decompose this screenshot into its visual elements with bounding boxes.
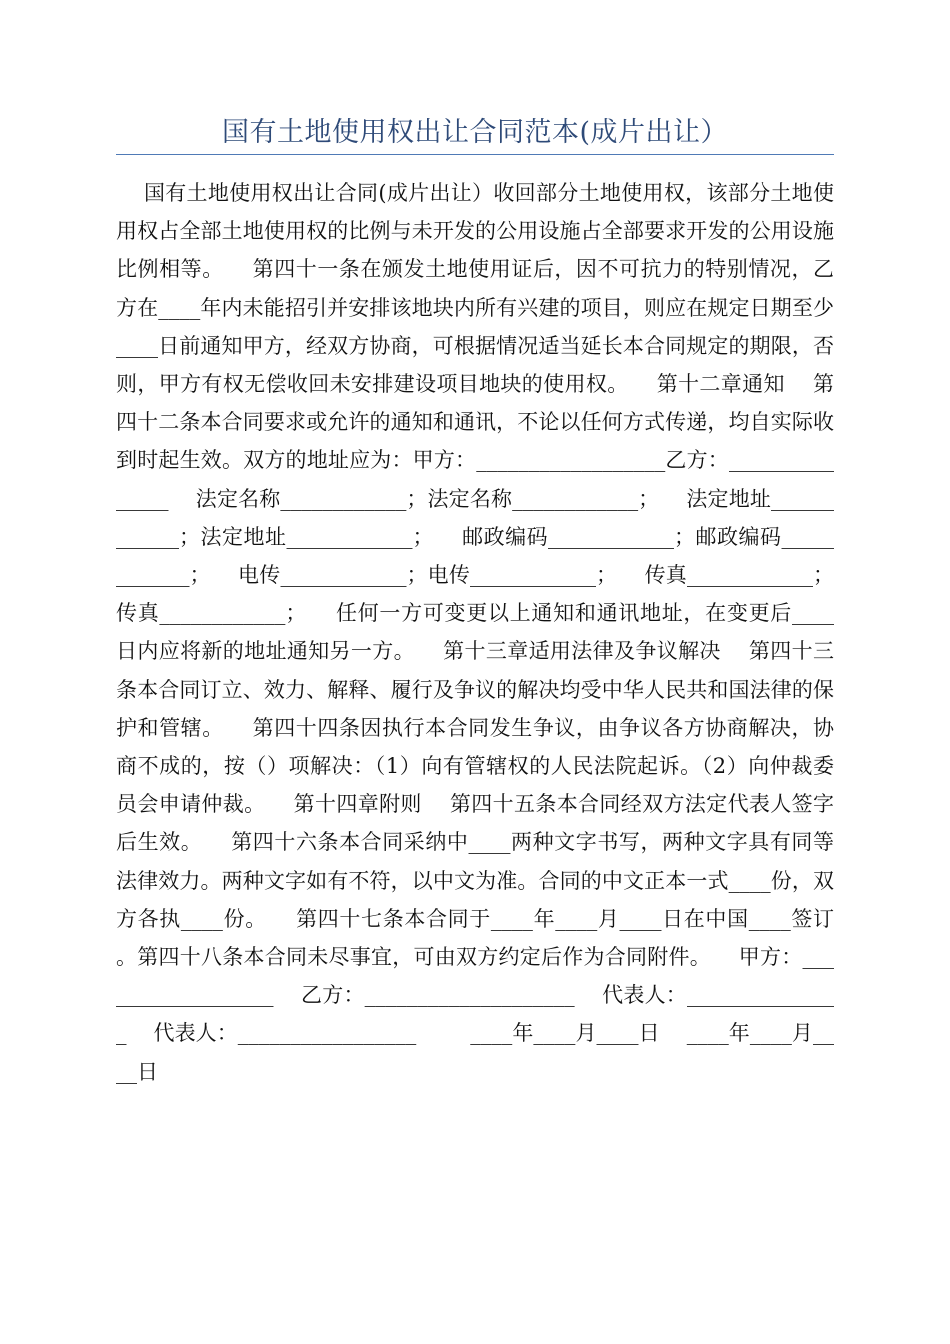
document-title: 国有土地使用权出让合同范本(成片出让） [221, 117, 729, 148]
title-underline [116, 154, 834, 155]
document-body: 国有土地使用权出让合同(成片出让）收回部分土地使用权，该部分土地使用权占全部土地使用权的比例与未开发的公用设施占全部要求开发的公用设施比例相等。 第四十一条在颁发土地使用证后，因不可抗力的特别情况，乙方在____年内未能招引并安排该地块内所有兴建的项目，则应在规定日期至少____日前通知甲方，经双方协商，可根据情况适当延长本合同规定的期限，否则，甲方有权无偿收回未安排建设项目地块的使用权。 第十二章通知 第四十二条本合同要求或允许的通知和通讯，不论以任何方式传递，均自实际收到时起生效。双方的地址应为：甲方：__________________乙方：_______________ 法定名称____________；法定名称____________； 法定地址____________；法定地址____________； 邮政编码____________；邮政编码____________； 电传____________；电传____________； 传真____________；传真____________； 任何一方可变更以上通知和通讯地址，在变更后____日内应将新的地址通知另一方。 第十三章适用法律及争议解决 第四十三条本合同订立、效力、解释、履行及争议的解决均受中华人民共和国法律的保护和管辖。 第四十四条因执行本合同发生争议，由争议各方协商解决，协商不成的，按（）项解决：（1）向有管辖权的人民法院起诉。（2）向仲裁委员会申请仲裁。 第十四章附则 第四十五条本合同经双方法定代表人签字后生效。 第四十六条本合同采纳中____两种文字书写，两种文字具有同等法律效力。两种文字如有不符，以中文为准。合同的中文正本一式____份，双方各执____份。 第四十七条本合同于____年____月____日在中国____签订。第四十八条本合同未尽事宜，可由双方约定后作为合同附件。 甲方：__________________ 乙方：____________________ 代表人：_______________ 代表人：_________________ ____年____月____日 ____年____月____日 [116, 181, 834, 1084]
